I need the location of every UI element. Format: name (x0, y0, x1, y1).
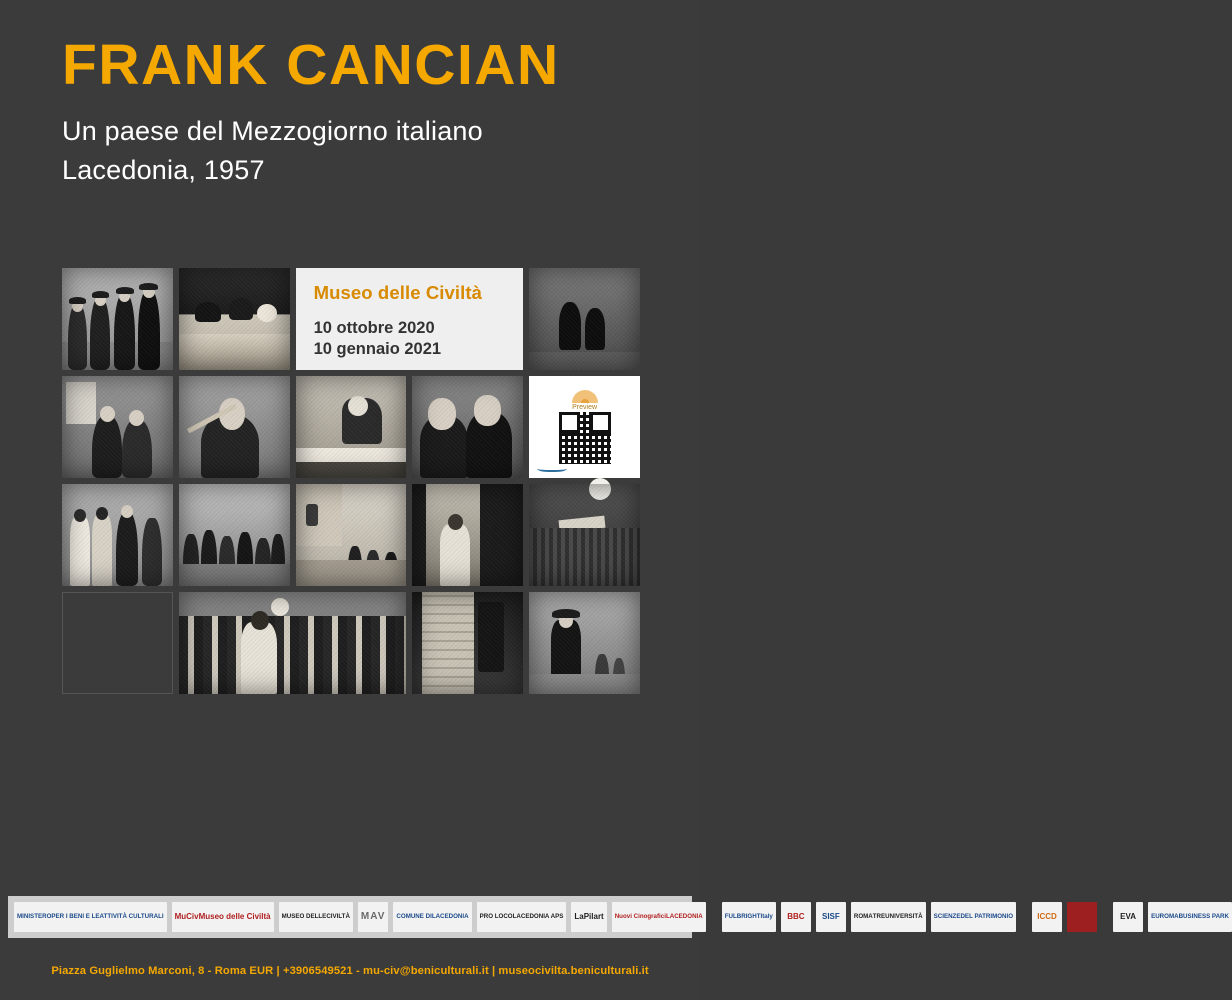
photo-vignette (296, 376, 407, 478)
photo-young-man-with-tool (179, 376, 290, 478)
subtitle-line-2: Lacedonia, 1957 (62, 154, 265, 185)
footer-text: Piazza Guglielmo Marconi, 8 - Roma EUR | +3906549521 - mu-civ@beniculturali.it | museocivilta.beniculturali.it (51, 965, 649, 977)
photo-boy-standing (412, 484, 523, 586)
qr-code-icon[interactable] (559, 412, 611, 464)
sponsor-divider (1102, 902, 1108, 932)
photo-vignette (412, 592, 523, 694)
sponsor-logo: FULBRIGHT Italy (722, 902, 776, 932)
photo-vignette (412, 376, 523, 478)
sponsor-logo: MUSEO DELLE CIVILTÀ (279, 902, 353, 932)
photo-stone-alley (412, 592, 523, 694)
photo-vignette (412, 484, 523, 586)
poster-subtitle (62, 112, 640, 190)
sponsor-logo: LaPilart (571, 902, 606, 932)
footer-contact (0, 942, 700, 1000)
sponsor-logo: BBC (781, 902, 811, 932)
sponsor-divider (711, 902, 717, 932)
sponsor-logo: MAV (358, 902, 388, 932)
museum-name: Museo delle Civiltà (313, 282, 483, 304)
sponsor-logo: SISF (816, 902, 846, 932)
photo-crowd-of-youths (179, 592, 407, 694)
sponsor-divider (1021, 902, 1027, 932)
sponsor-logo: MINISTERO PER I BENI E LE ATTIVITÀ CULTURALI (14, 902, 167, 932)
photo-vignette (179, 268, 290, 370)
photo-two-women-portrait (62, 376, 173, 478)
photo-couple-portrait (412, 376, 523, 478)
photo-vignette (179, 592, 407, 694)
qr-preview-card[interactable] (529, 376, 640, 478)
subtitle-line-1: Un paese del Mezzogiorno italiano (62, 115, 483, 146)
sponsor-logo: EVA (1113, 902, 1143, 932)
sponsor-logo: ROMA TRE UNIVERSITÀ (851, 902, 926, 932)
photo-harvest-field (179, 268, 290, 370)
exhibition-date-from: 10 ottobre 2020 (313, 319, 435, 338)
photo-vignette (179, 484, 290, 586)
sponsor-strip (8, 896, 1229, 938)
photo-vignette (529, 268, 640, 370)
photo-man-with-hat-walking (529, 592, 640, 694)
exhibition-date-to: 10 gennaio 2021 (313, 340, 442, 359)
info-card (296, 268, 524, 370)
photo-men-in-hats (62, 268, 173, 370)
wave-icon (537, 464, 567, 472)
photo-grid-wrapper (0, 190, 700, 694)
photo-vignette (296, 484, 407, 586)
poster-header (0, 0, 700, 190)
page-title: FRANK CANCIAN (62, 33, 560, 97)
photo-vignette (62, 376, 173, 478)
photo-man-at-table (296, 376, 407, 478)
photo-vignette (62, 268, 173, 370)
sponsor-logo: MuCiv Museo delle Civiltà (172, 902, 274, 932)
preview-label: Preview (572, 390, 598, 412)
sponsor-logo: ICCD (1032, 902, 1062, 932)
photo-grid (62, 268, 640, 694)
photo-village-street (296, 484, 407, 586)
eye-icon (572, 390, 598, 403)
sponsor-logo: PRO LOCO LACEDONIA APS (477, 902, 567, 932)
photo-group-of-men (179, 484, 290, 586)
sponsor-logo: EUROMA BUSINESS PARK (1148, 902, 1232, 932)
photo-vignette (62, 484, 173, 586)
photo-girls-in-line (62, 484, 173, 586)
photo-vignette (179, 376, 290, 478)
sponsor-logo: COMUNE DI LACEDONIA (393, 902, 471, 932)
photo-vignette (529, 592, 640, 694)
empty-cell (62, 592, 173, 694)
photo-vignette (529, 484, 640, 586)
sponsor-logo: SCIENZE DEL PATRIMONIO (931, 902, 1016, 932)
photo-two-children-silhouette (529, 268, 640, 370)
photo-crowd-procession (529, 484, 640, 586)
sponsor-logo: Nuovi Cinografici LACEDONIA (612, 902, 706, 932)
sponsor-logo (1067, 902, 1097, 932)
